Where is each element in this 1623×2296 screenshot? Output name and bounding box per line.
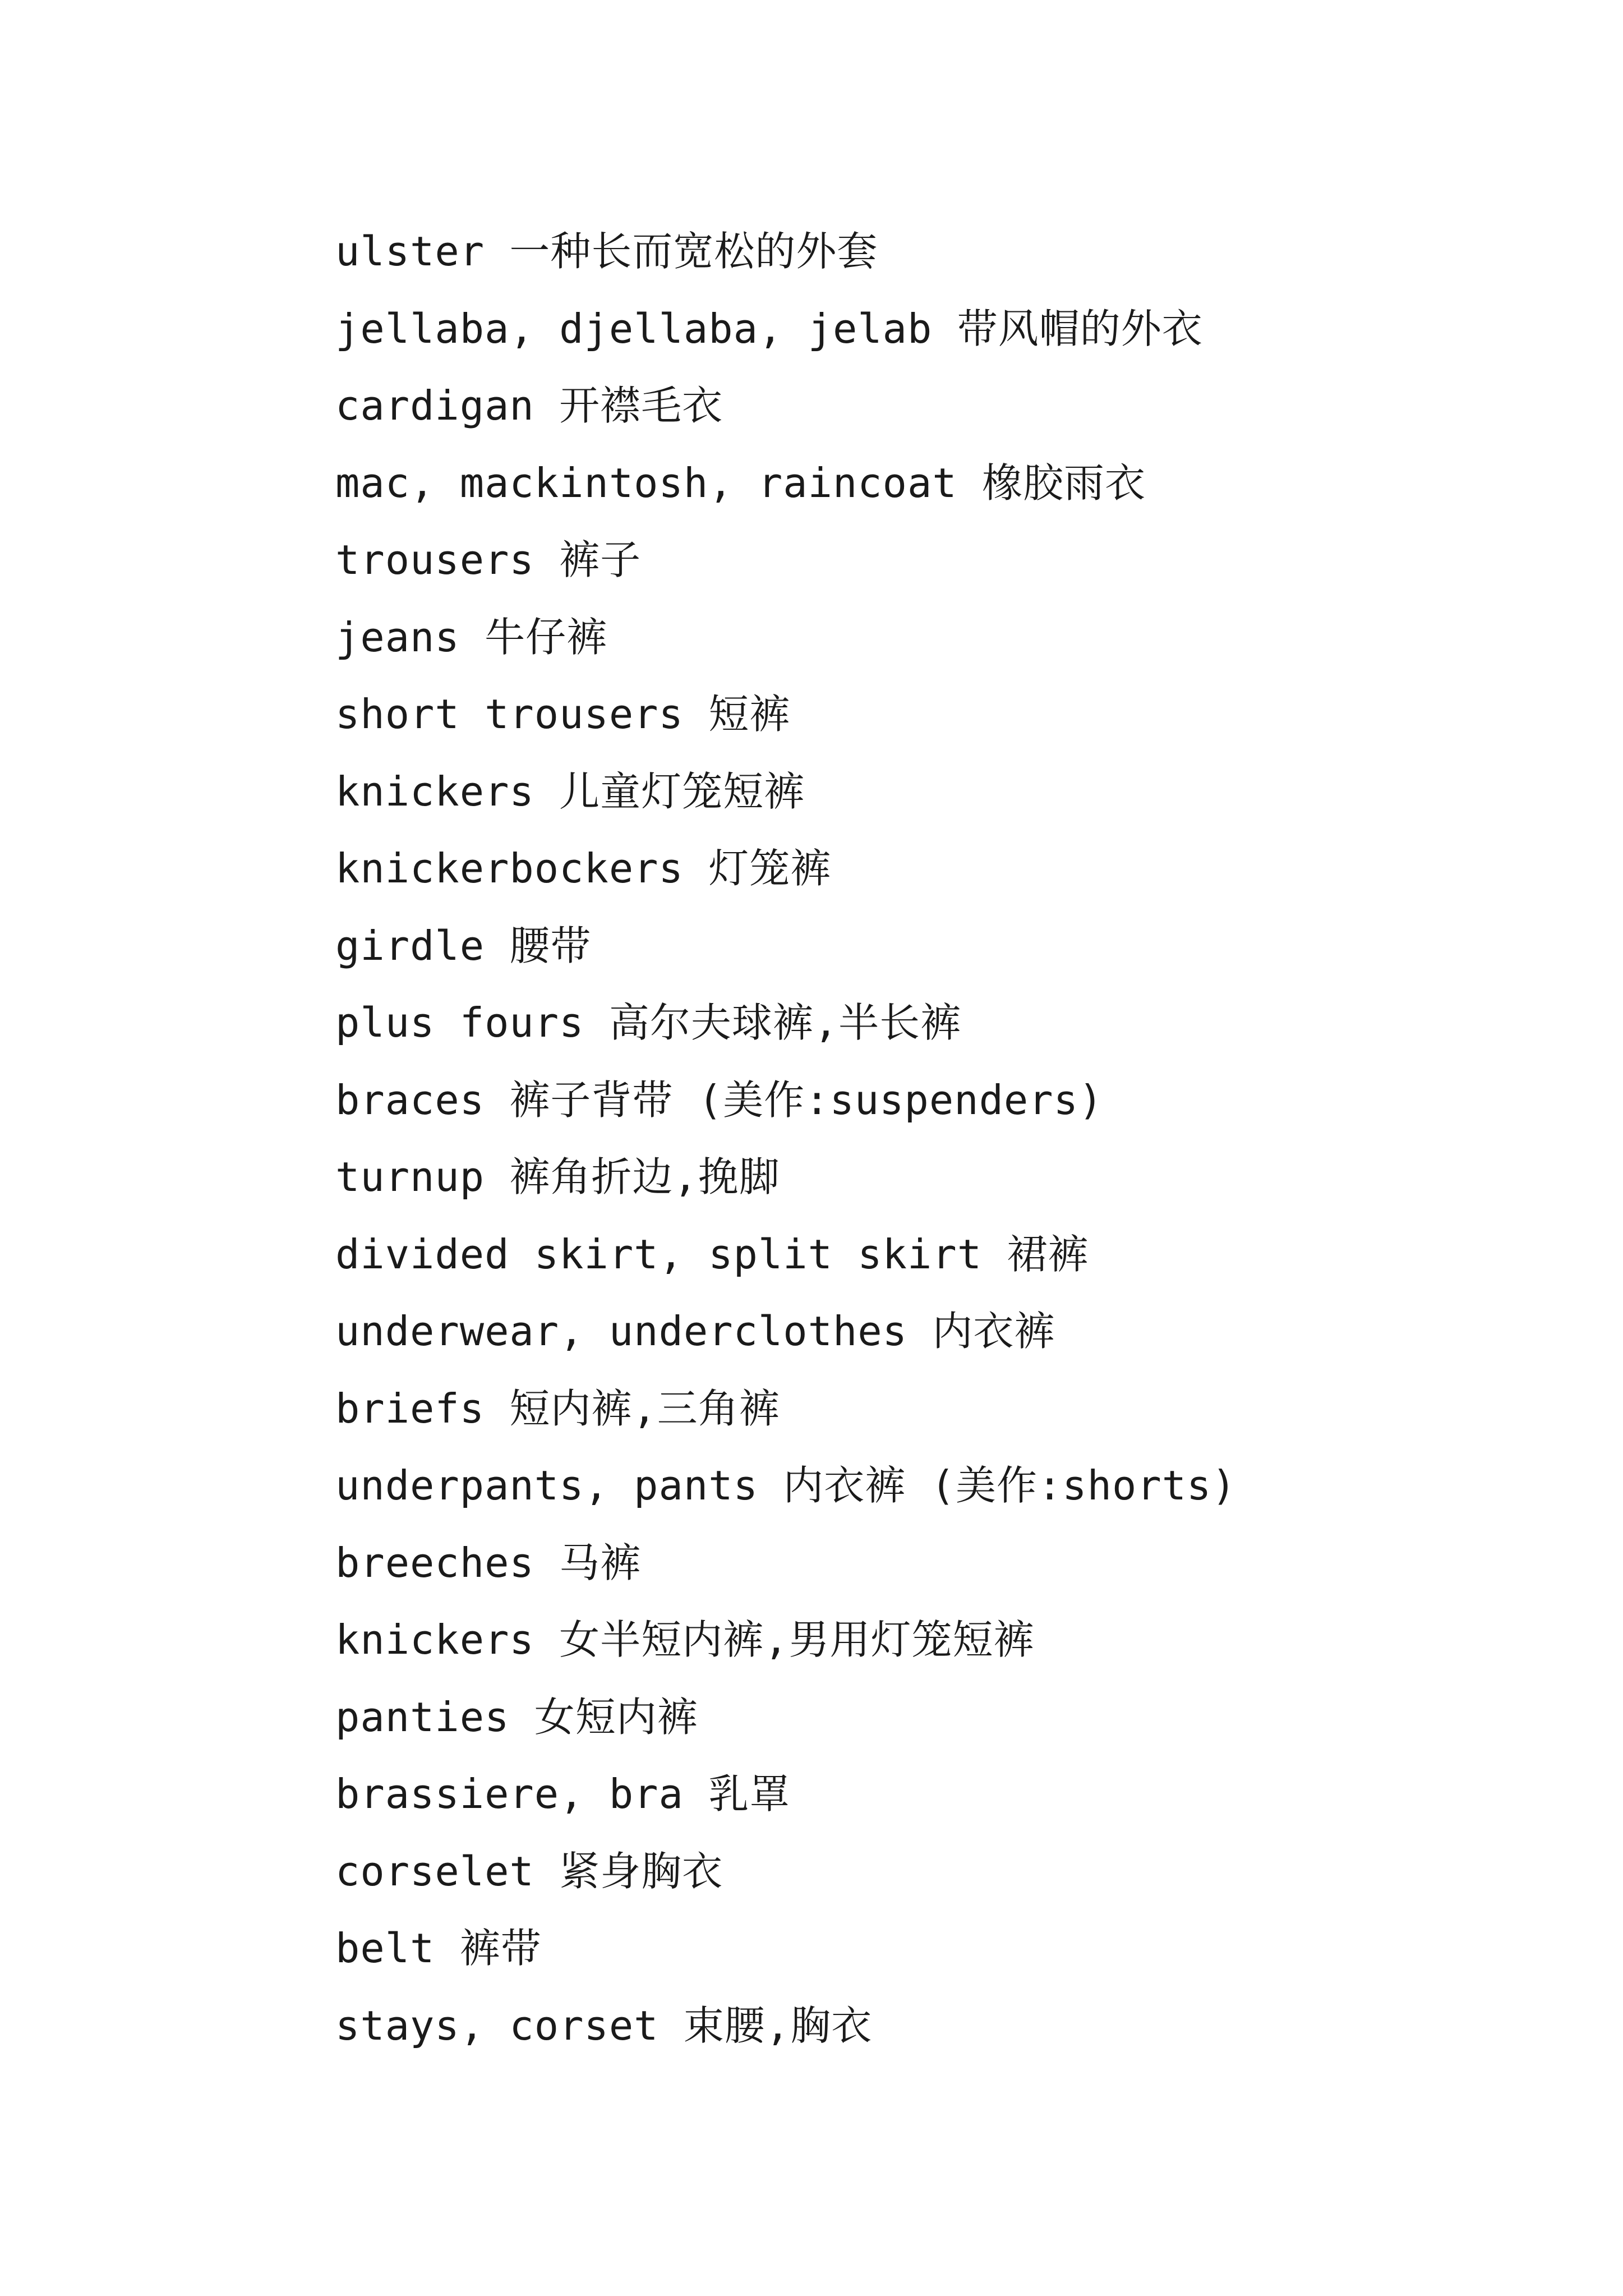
vocabulary-entry: plus fours 高尔夫球裤,半长裤 (335, 999, 962, 1046)
vocabulary-entry: jeans 牛仔裤 (335, 613, 608, 661)
vocabulary-entry: underwear, underclothes 内衣裤 (335, 1308, 1055, 1355)
vocabulary-entry: jellaba, djellaba, jelab 带风帽的外衣 (335, 305, 1203, 352)
vocabulary-entry: corselet 紧身胸衣 (335, 1847, 723, 1895)
vocabulary-entry: turnup 裤角折边,挽脚 (335, 1153, 780, 1200)
vocabulary-entry: mac, mackintosh, raincoat 橡胶雨衣 (335, 459, 1146, 507)
vocabulary-entry: ulster 一种长而宽松的外套 (335, 228, 878, 275)
vocabulary-entry: underpants, pants 内衣裤 (美作:shorts) (335, 1462, 1237, 1509)
vocabulary-list (335, 213, 1237, 2064)
vocabulary-entry: braces 裤子背带 (美作:suspenders) (335, 1076, 1104, 1124)
vocabulary-entry: belt 裤带 (335, 1925, 542, 1972)
vocabulary-entry: panties 女短内裤 (335, 1693, 698, 1741)
vocabulary-entry: breeches 马裤 (335, 1539, 642, 1586)
vocabulary-entry: trousers 裤子 (335, 536, 642, 583)
vocabulary-entry: stays, corset 束腰,胸衣 (335, 2001, 873, 2049)
vocabulary-entry: brassiere, bra 乳罩 (335, 1770, 791, 1818)
vocabulary-entry: cardigan 开襟毛衣 (335, 382, 723, 429)
vocabulary-entry: short trousers 短裤 (335, 691, 791, 738)
vocabulary-entry: knickers 女半短内裤,男用灯笼短裤 (335, 1616, 1035, 1663)
vocabulary-entry: knickers 儿童灯笼短裤 (335, 767, 805, 815)
vocabulary-entry: knickerbockers 灯笼裤 (335, 845, 832, 892)
vocabulary-entry: briefs 短内裤,三角裤 (335, 1384, 780, 1432)
vocabulary-entry: girdle 腰带 (335, 922, 592, 969)
vocabulary-entry: divided skirt, split skirt 裙裤 (335, 1230, 1089, 1278)
